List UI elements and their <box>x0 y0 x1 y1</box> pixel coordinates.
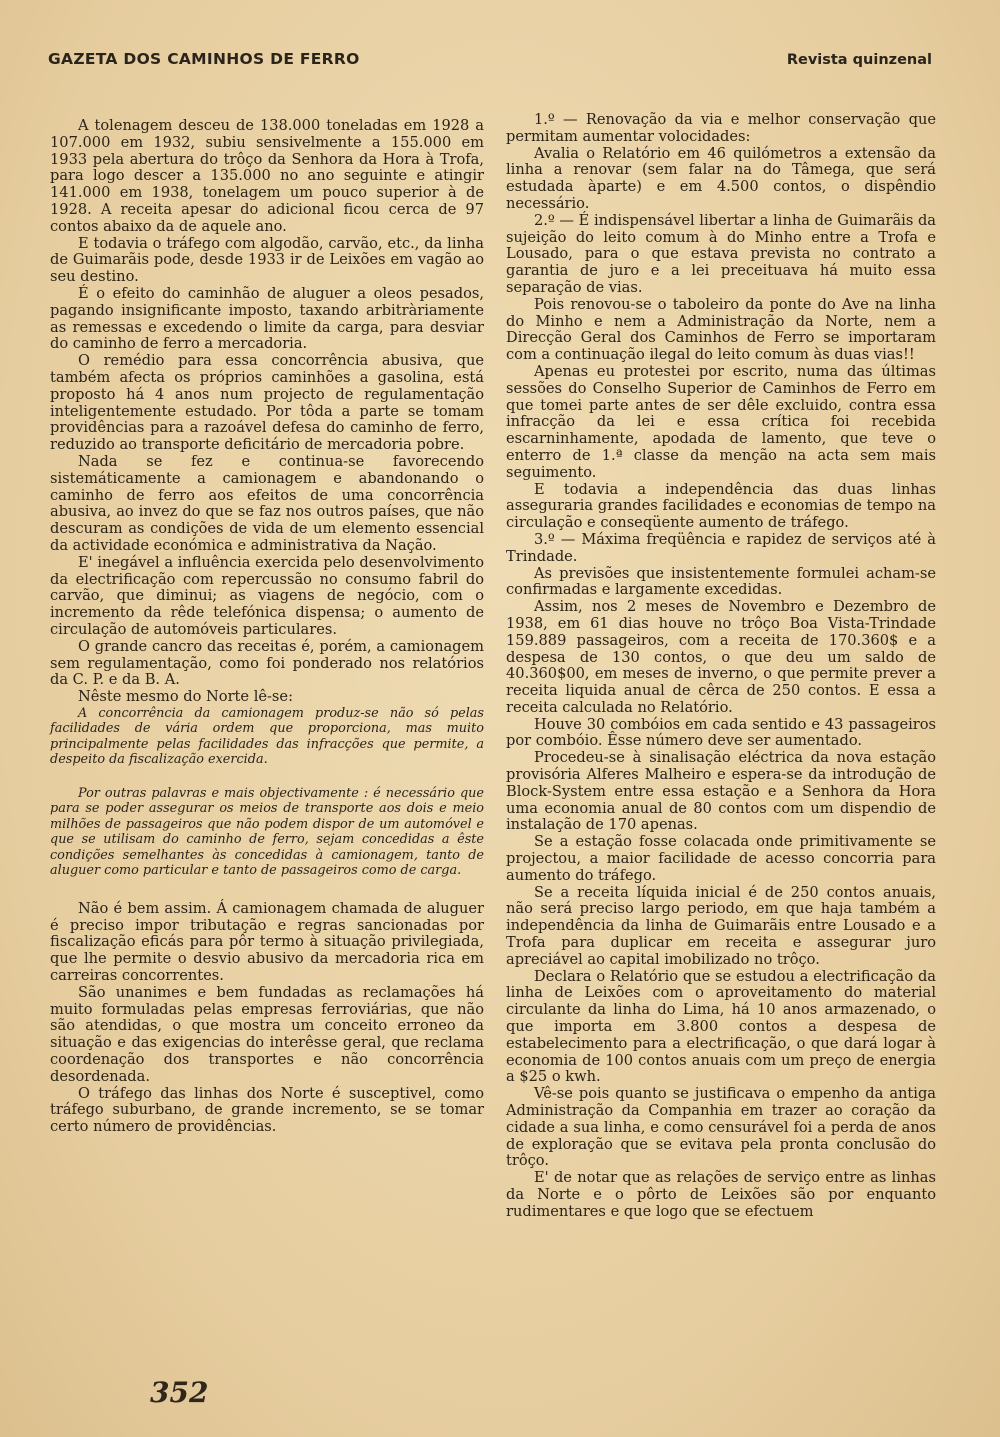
paragraph: A tolenagem desceu de 138.000 toneladas em 1928 a 107.000 em 1932, subiu sensivelmente a 155.000 em 1933 pela abertura do trôço da Senhora da Hora à Trofa, para logo descer a 135.000 no ano seguinte e atingir 141.000 em 1938, tonelagem um pouco superior à de 1928. A receita apesar do adicional ficou cerca de 97 contos abaixo da de aquele ano. <box>50 117 484 235</box>
paragraph: Se a estação fosse colacada onde primitivamente se projectou, a maior facilidade de acesso concorria para aumento do tráfego. <box>506 833 936 884</box>
paragraph: Se a receita líquida inicial é de 250 contos anuais, não será preciso largo periodo, em que haja também a independência da linha de Guimarãis entre Lousado e a Trofa para duplicar em receita e assegurar juro apreciável ao capital imobilizado no trôço. <box>506 883 936 968</box>
paragraph: O remédio para essa concorrência abusiva, que também afecta os próprios caminhões a gasolina, está proposto há 4 anos num projecto de regulamentação inteligentemente estudado. Por tôda a parte se tomam providências para a razoável defesa do caminho de ferro, reduzido ao transporte deficitário de mercadoria pobre. <box>50 352 484 454</box>
journal-title: GAZETA DOS CAMINHOS DE FERRO <box>48 50 360 68</box>
spacer <box>50 879 484 901</box>
block-quote: Por outras palavras e mais objectivamente : é necessário que para se poder assegurar os meios de transporte aos dois e meio milhões de passageiros que não podem dispor de um automóvel e que se utilisam do caminho de ferro, sejam concedidas a êste condições semelhantes às concedidas à camionagem, tanto de aluguer como particular e tanto de passageiros como de carga. <box>50 785 484 879</box>
paragraph: Declara o Relatório que se estudou a electrificação da linha de Leixões com o aproveitamento do material circulante da linha do Lima, há 10 anos armazenado, o que importa em 3.800 contos a despesa de estabelecimento para a electrificação, o que dará logar à economia de 100 contos anuais com um preço de energia a $25 o kwh. <box>506 967 936 1086</box>
paragraph: Pois renovou-se o taboleiro da ponte do Ave na linha do Minho e nem a Administração da Norte, nem a Direcção Geral dos Caminhos de Ferro se importaram com a continuação ilegal do leito comum às duas vias!! <box>506 295 936 364</box>
paragraph: 3.º — Máxima freqüência e rapidez de serviços até à Trindade. <box>506 530 936 565</box>
paragraph: O grande cancro das receitas é, porém, a camionagem sem regulamentação, como foi ponderado nos relatórios da C. P. e da B. A. <box>50 637 484 689</box>
page-number: 352 <box>150 1376 209 1409</box>
journal-subtitle: Revista quinzenal <box>786 52 932 68</box>
block-quote: A concorrência da camionagem produz-se não só pelas facilidades de vária ordem que proporciona, mas muito principalmente pelas facilidades das infracções que permite, a despeito da fiscalização exercida. <box>50 705 484 768</box>
paragraph: E' inegável a influência exercida pelo desenvolvimento da electrificação com repercussão no consumo fabril do carvão, que diminui; as viagens de negócio, com o incremento da rêde telefónica dispensa; o aumento de circulação de automóveis particulares. <box>50 553 484 638</box>
paragraph: E todavia a independência das duas linhas asseguraria grandes facilidades e economias de tempo na circulação e conseqüente aumento de tráfego. <box>506 480 936 532</box>
paragraph: Vê-se pois quanto se justificava o empenho da antiga Administração da Companhia em trazer ao coração da cidade a sua linha, e como censurável foi a perda de anos de exploração que se evitava pela pronta conclusão do trôço. <box>506 1085 936 1170</box>
paragraph: E' de notar que as relações de serviço entre as linhas da Norte e o pôrto de Leixões são por enquanto rudimentares e que logo que se efectuem <box>506 1169 936 1220</box>
paragraph: O tráfego das linhas dos Norte é susceptivel, como tráfego suburbano, de grande incremento, se se tomar certo número de providências. <box>50 1084 484 1136</box>
page-header <box>48 50 932 68</box>
paragraph: Avalia o Relatório em 46 quilómetros a extensão da linha a renovar (sem falar na do Tâmega, que será estudada àparte) e em 4.500 contos, o dispêndio necessário. <box>506 144 936 212</box>
paragraph: 2.º — É indispensável libertar a linha de Guimarãis da sujeição do leito comum à do Minho entre a Trofa e Lousado, para o que estava prevista no contrato a garantia de juro e a lei preceituava há muito essa separação de vias. <box>506 211 936 296</box>
paragraph: É o efeito do caminhão de aluguer a oleos pesados, pagando insignificante imposto, taxando arbitràriamente as remessas e excedendo o limite da carga, para desviar do caminho de ferro a mercadoria. <box>50 284 484 353</box>
paragraph: Assim, nos 2 meses de Novembro e Dezembro de 1938, em 61 dias houve no trôço Boa Vista-Trindade 159.889 passageiros, com a receita de 170.360$ e a despesa de 130 contos, o que deu um saldo de 40.360$00, em meses de inverno, o que permite prever a receita liquida anual de cêrca de 250 contos. E essa a receita calculada no Relatório. <box>506 598 936 716</box>
paragraph: São unanimes e bem fundadas as reclamações há muito formuladas pelas empresas ferroviárias, que não são atendidas, o que mostra um conceito erroneo da situação e das exigencias do interêsse geral, que reclama coordenação dos transportes e não concorrência desordenada. <box>50 983 484 1085</box>
paragraph: Nada se fez e continua-se favorecendo sistemáticamente a camionagem e abandonando o caminho de ferro aos efeitos de uma concorrência abusiva, ao invez do que se faz nos outros países, que não descuram as condições de vida de um elemento essencial da actividade económica e administrativa da Nação. <box>50 452 484 554</box>
right-column <box>506 112 936 1221</box>
paragraph: Não é bem assim. Á camionagem chamada de aluguer é preciso impor tributação e regras sancionadas por fiscalização eficás para pôr termo à situação privilegiada, que lhe permite o desvio abusivo da mercadoria rica em carreiras concorrentes. <box>50 899 484 985</box>
paragraph: 1.º — Renovação da via e melhor conservação que permitam aumentar volocidades: <box>506 111 936 145</box>
paragraph: Nêste mesmo do Norte lê-se: <box>78 688 293 706</box>
paragraph: As previsões que insistentemente formulei acham-se confirmadas e largamente excedidas. <box>506 564 936 599</box>
paragraph: Houve 30 combóios em cada sentido e 43 passageiros por combóio. Êsse número deve ser aumentado. <box>506 715 936 750</box>
paragraph: E todavia o tráfego com algodão, carvão, etc., da linha de Guimarãis pode, desde 1933 ir de Leixões em vagão ao seu destino. <box>50 234 484 286</box>
left-column <box>50 118 484 1136</box>
paragraph: Apenas eu protestei por escrito, numa das últimas sessões do Conselho Superior de Caminhos de Ferro em que tomei parte antes de ser dêle excluido, contra essa infracção da lei e essa crítica foi recebida escarninhamente, apodada de lamento, que teve o enterro de 1.ª classe da menção na acta sem mais seguimento. <box>506 362 936 481</box>
paragraph: Procedeu-se à sinalisação eléctrica da nova estação provisória Alferes Malheiro e espera-se da introdução de Block-System entre essa estação e a Senhora da Hora uma economia anual de 80 contos com um dispendio de instalação de 170 apenas. <box>506 749 936 834</box>
